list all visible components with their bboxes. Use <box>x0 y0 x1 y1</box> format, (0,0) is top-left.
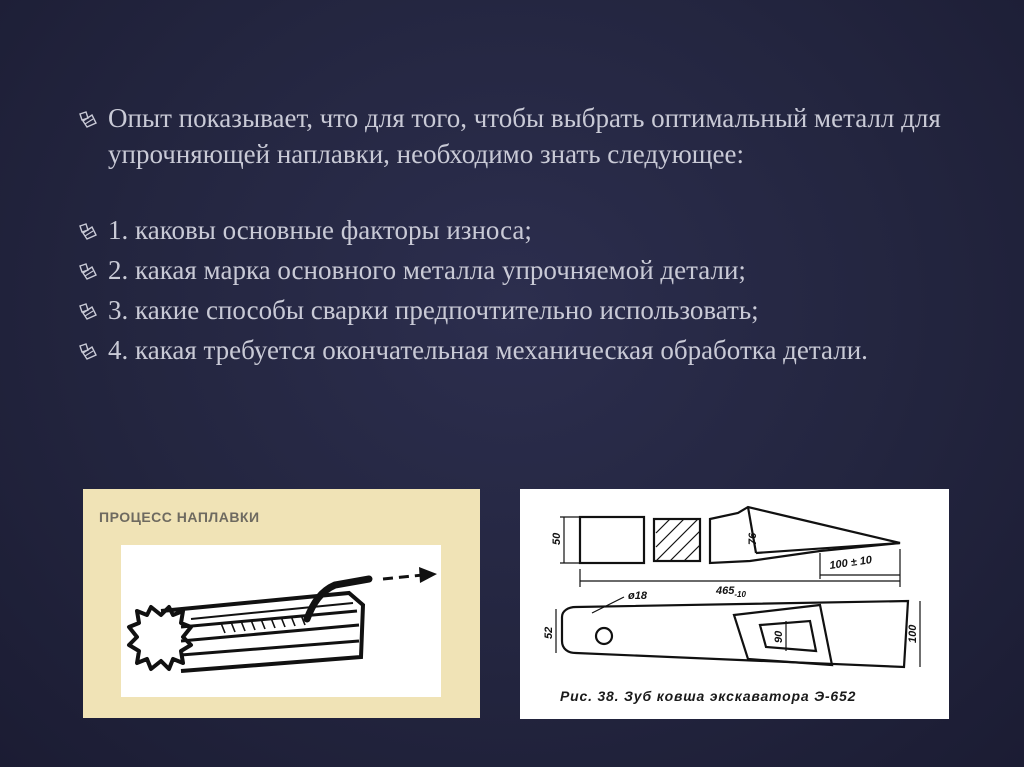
excavator-tooth-image <box>520 489 949 719</box>
bullet-marker-icon <box>78 223 98 241</box>
bullet-marker-icon <box>78 343 98 361</box>
dimension-100-10: 100 ± 10 <box>828 554 873 572</box>
dimension-465 <box>715 585 746 599</box>
bullet-item-2 <box>78 252 958 288</box>
bullet-intro-text: Опыт показывает, что для того, чтобы выбрать оптимальный металл для упрочняющей наплавки, необходимо знать следующее: <box>108 103 941 169</box>
excavator-tooth-drawing <box>520 489 949 689</box>
surfacing-drawing <box>121 545 441 697</box>
bullet-item-text: 3. какие способы сварки предпочтительно использовать; <box>108 295 759 325</box>
bullet-marker-icon <box>78 303 98 321</box>
bullet-item-1 <box>78 212 958 248</box>
bullet-intro <box>78 100 958 172</box>
dimension-50: 50 <box>551 532 563 545</box>
dimension-100: 100 <box>907 624 919 643</box>
dimension-465-value: 465 <box>716 585 735 597</box>
dimension-52: 52 <box>543 626 555 639</box>
bullet-marker-icon <box>78 111 98 129</box>
dimension-d18: ø18 <box>628 590 647 602</box>
dimension-76: 76 <box>747 532 759 545</box>
bullet-item-text: 1. каковы основные факторы износа; <box>108 215 532 245</box>
figure-caption: Рис. 38. Зуб ковша экскаватора Э-652 <box>560 688 857 704</box>
surfacing-process-image <box>83 489 480 718</box>
dimension-465-tolerance: -10 <box>734 590 746 599</box>
bullet-item-4 <box>78 332 958 368</box>
surfacing-process-title: ПРОЦЕСС НАПЛАВКИ <box>99 509 260 525</box>
bullet-marker-icon <box>78 263 98 281</box>
splined-shaft-drawing <box>121 545 441 697</box>
bullet-item-text: 2. какая марка основного металла упрочняемой детали; <box>108 255 746 285</box>
bullet-item-text: 4. какая требуется окончательная механическая обработка детали. <box>108 335 868 365</box>
bullet-item-3 <box>78 292 958 328</box>
bullet-list <box>78 100 958 372</box>
dimension-90: 90 <box>773 630 785 643</box>
